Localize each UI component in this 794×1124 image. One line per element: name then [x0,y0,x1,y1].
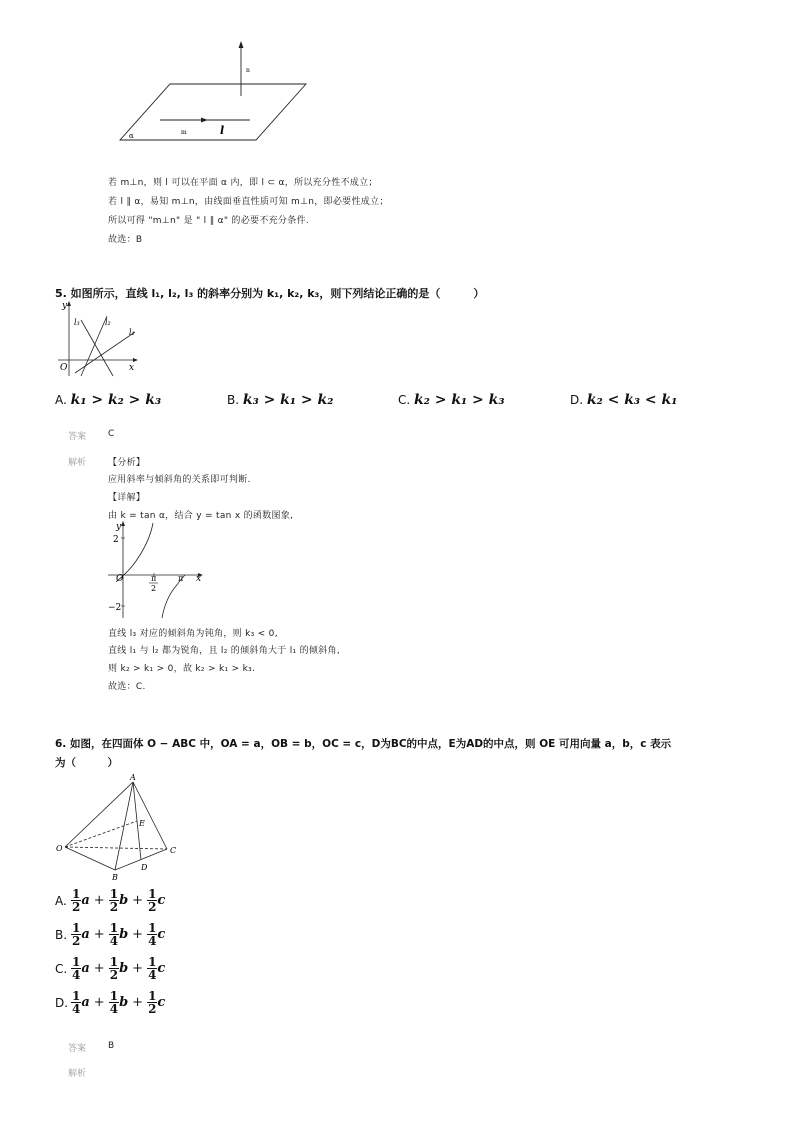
option-expr: k₃ > k₁ > k₂ [242,392,334,408]
vector-b: b [119,961,129,976]
option-label: B. [55,927,68,942]
option-label: C. [398,393,411,407]
coef-b [109,888,119,913]
coef-a [71,990,81,1015]
vertex-D: D [141,863,148,872]
q4-analysis-line-2: 若 l ∥ α，易知 m⊥n，由线面垂直性质可知 m⊥n，即必要性成立； [108,197,389,207]
q6-option-c[interactable] [55,956,165,981]
axis-label-x: x [196,574,202,584]
axis-label-y: y [116,522,122,532]
edge-OC [65,847,167,849]
coef-b [109,956,119,981]
option-label: A. [55,393,67,407]
denominator: 2 [72,900,81,914]
tan-graph [106,518,206,620]
label-vec-m: m [181,129,187,136]
plane-figure [110,38,320,148]
q6-analysis-label: 解析 [68,1069,87,1079]
q4-analysis-line-4: 故选：B [108,235,143,245]
q5-option-d[interactable] [570,392,677,408]
label-l1: l₁ [129,328,135,337]
tick-label-neg2: −2 [108,603,122,613]
label-line-l: l [220,124,225,137]
label-l2: l₂ [105,318,111,327]
q5-analysis-text-1: 应用斜率与倾斜角的关系即可判断. [108,475,251,485]
option-expr: k₁ > k₂ > k₃ [70,392,162,408]
segment-OE [65,821,137,847]
numerator: 1 [109,887,119,901]
plus-sign: + [132,961,144,976]
denominator: 4 [72,968,81,982]
origin-label: O [116,574,124,584]
numerator: 1 [148,955,157,969]
vector-a: a [81,893,90,908]
denominator: 4 [109,1002,119,1016]
numerator: 1 [72,887,81,901]
q5-analysis-text-6: 故选：C. [108,682,146,692]
denominator: 2 [109,968,119,982]
option-expr: k₂ > k₁ > k₃ [414,392,505,408]
q5-analysis-text-4: 直线 l₁ 与 l₂ 都为锐角，且 l₂ 的倾斜角大于 l₁ 的倾斜角, [108,646,340,656]
option-label: C. [55,961,68,976]
coef-c [147,990,157,1015]
option-label: D. [570,393,584,407]
coef-c [147,922,157,947]
q5-analysis-text-2: 由 k = tan α，结合 y = tan x 的函数图象, [108,511,294,521]
vertex-B: B [112,873,118,882]
q5-option-c[interactable] [398,392,504,408]
denominator: 2 [148,900,157,914]
vertex-E: E [139,819,145,828]
arrow-head-n [239,41,244,48]
coef-c [147,956,157,981]
q6-answer-value: B [108,1041,115,1051]
q6-option-a[interactable] [55,888,165,913]
vector-c: c [157,927,166,942]
vector-b: b [119,995,129,1010]
denominator: 4 [148,934,157,948]
q5-lines-figure [55,298,145,380]
q6-answer-label: 答案 [68,1044,87,1054]
coef-a [71,956,81,981]
coef-b [109,990,119,1015]
vector-b: b [119,893,129,908]
q6-stem-line-2: 为（ ） [55,757,118,769]
option-label: A. [55,893,67,908]
q6-option-b[interactable] [55,922,165,947]
coef-c [147,888,157,913]
tick-label-pi2-den: 2 [151,584,157,593]
plus-sign: + [132,893,144,908]
y-axis-arrow [121,521,125,526]
numerator: 1 [109,921,119,935]
plane-alpha [120,84,306,140]
denominator: 2 [109,900,119,914]
coef-a [71,922,81,947]
edge-OB [65,847,115,870]
plus-sign: + [93,893,105,908]
plus-sign: + [132,995,144,1010]
plus-sign: + [93,927,105,942]
numerator: 1 [72,921,81,935]
q6-stem-line-1: 6. 如图，在四面体 O − ABC 中，OA = a，OB = b，OC = c，D为BC的中点，E为AD的中点，则 OE 可用向量 a，b，c 表示 [55,738,672,750]
coef-b [109,922,119,947]
vector-c: c [157,961,166,976]
vector-a: a [81,995,90,1010]
vector-b: b [119,927,129,942]
q6-option-d[interactable] [55,990,165,1015]
q5-option-a[interactable] [55,392,161,408]
y-axis-arrow [67,301,71,306]
edge-OA [65,782,133,847]
q5-answer-label: 答案 [68,432,87,442]
label-alpha: α [129,132,134,140]
denominator: 4 [109,934,119,948]
tick-label-pi: π [178,574,184,583]
numerator: 1 [148,887,157,901]
q5-analysis-label: 解析 [68,458,87,468]
option-label: B. [227,393,240,407]
q5-option-b[interactable] [227,392,333,408]
numerator: 1 [72,955,81,969]
line-l1 [75,332,135,373]
numerator: 1 [148,921,157,935]
vertex-C: C [170,846,177,855]
axis-label-x: x [129,363,135,373]
denominator: 2 [72,934,81,948]
origin-label: O [60,363,68,373]
q5-analysis-text-5: 则 k₂ > k₁ > 0，故 k₂ > k₁ > k₃. [108,664,256,674]
axis-label-y: y [62,301,68,311]
option-label: D. [55,995,69,1010]
tick-label-2: 2 [113,535,119,545]
coef-a [71,888,81,913]
plus-sign: + [132,927,144,942]
q5-stem: 5. 如图所示，直线 l₁, l₂, l₃ 的斜率分别为 k₁, k₂, k₃，则下列结论正确的是（ ） [55,287,485,300]
label-l3: l₃ [74,318,80,327]
line-l2 [81,316,107,376]
vertex-O: O [56,844,63,853]
edge-AC [133,782,167,849]
denominator: 2 [148,1002,157,1016]
denominator: 4 [72,1002,81,1016]
numerator: 1 [148,989,157,1003]
numerator: 1 [109,955,119,969]
denominator: 4 [148,968,157,982]
q5-analysis-tag-2: 【详解】 [108,493,146,503]
numerator: 1 [72,989,81,1003]
vector-a: a [81,927,90,942]
line-l3 [81,320,113,376]
tetrahedron-figure [55,772,185,884]
vector-c: c [157,995,166,1010]
label-vec-n: n [246,67,250,74]
q4-analysis-line-3: 所以可得 "m⊥n" 是 " l ∥ α" 的必要不充分条件. [108,216,309,226]
vector-c: c [157,893,166,908]
q5-answer-value: C [108,429,115,439]
vertex-A: A [130,773,136,782]
plus-sign: + [93,961,105,976]
tick-label-pi2-num: π [151,574,157,583]
arrow-head-m [201,118,208,123]
vector-a: a [81,961,90,976]
q5-analysis-tag-1: 【分析】 [108,458,146,468]
option-expr: k₂ < k₃ < k₁ [586,392,678,408]
q4-analysis-line-1: 若 m⊥n，则 l 可以在平面 α 内，即 l ⊂ α，所以充分性不成立； [108,178,378,188]
q5-analysis-text-3: 直线 l₃ 对应的倾斜角为钝角，则 k₃ < 0, [108,629,278,639]
x-axis-arrow [133,358,138,362]
plus-sign: + [93,995,105,1010]
numerator: 1 [109,989,119,1003]
